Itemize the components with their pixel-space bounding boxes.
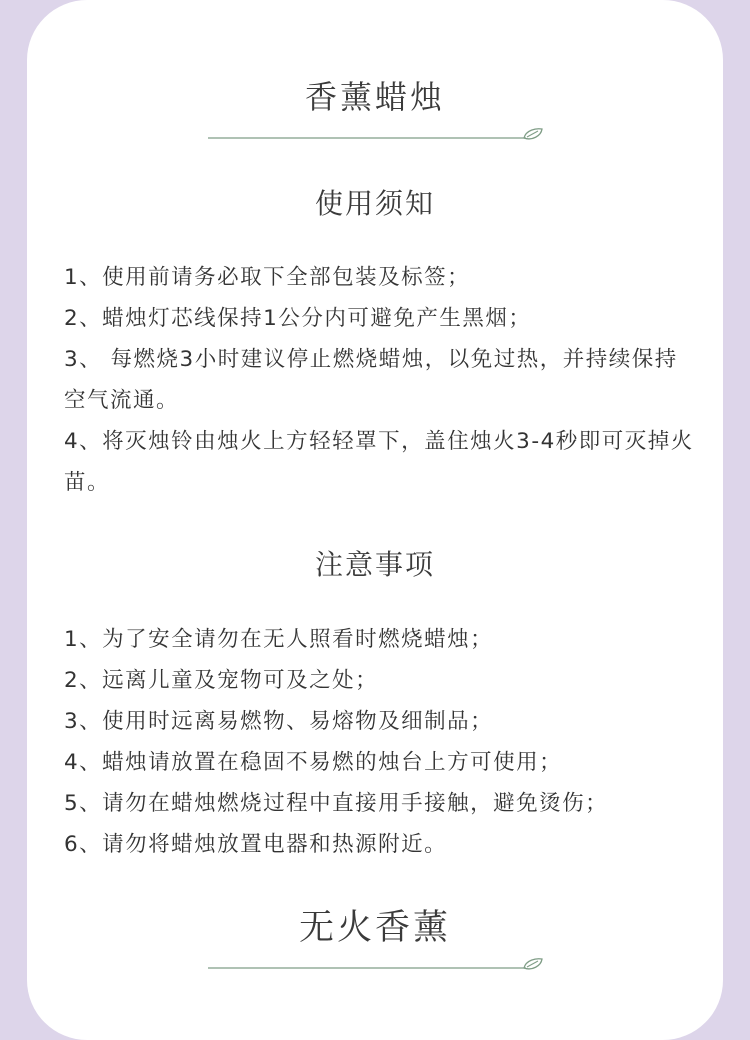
list-item: 5、请勿在蜡烛燃烧过程中直接用手接触，避免烫伤； — [64, 791, 609, 816]
content-card — [27, 0, 723, 1040]
leaf-icon — [524, 959, 542, 969]
list-item: 3、使用时远离易燃物、易熔物及细制品； — [64, 709, 494, 734]
leaf-icon — [524, 129, 542, 139]
title-divider — [208, 126, 543, 142]
list-item: 1、为了安全请勿在无人照看时燃烧蜡烛； — [64, 627, 494, 652]
notes-list — [64, 619, 694, 865]
list-item: 2、蜡烛灯芯线保持1公分内可避免产生黑烟； — [64, 306, 532, 331]
next-section-title: 无火香薰 — [298, 908, 451, 948]
list-item: 4、将灭烛铃由烛火上方轻轻罩下，盖住烛火3-4秒即可灭掉火苗。 — [64, 429, 694, 495]
page-title: 香薰蜡烛 — [304, 78, 445, 116]
usage-heading: 使用须知 — [314, 187, 435, 220]
list-item: 4、蜡烛请放置在稳固不易燃的烛台上方可使用； — [64, 750, 563, 775]
list-item: 2、远离儿童及宠物可及之处； — [64, 668, 379, 693]
list-item: 6、请勿将蜡烛放置电器和热源附近。 — [64, 832, 448, 857]
usage-list — [64, 257, 694, 503]
next-section-divider — [208, 956, 543, 972]
list-item: 3、 每燃烧3小时建议停止燃烧蜡烛，以免过热，并持续保持空气流通。 — [64, 347, 678, 413]
list-item: 1、使用前请务必取下全部包装及标签； — [64, 265, 471, 290]
notes-heading: 注意事项 — [314, 548, 435, 581]
